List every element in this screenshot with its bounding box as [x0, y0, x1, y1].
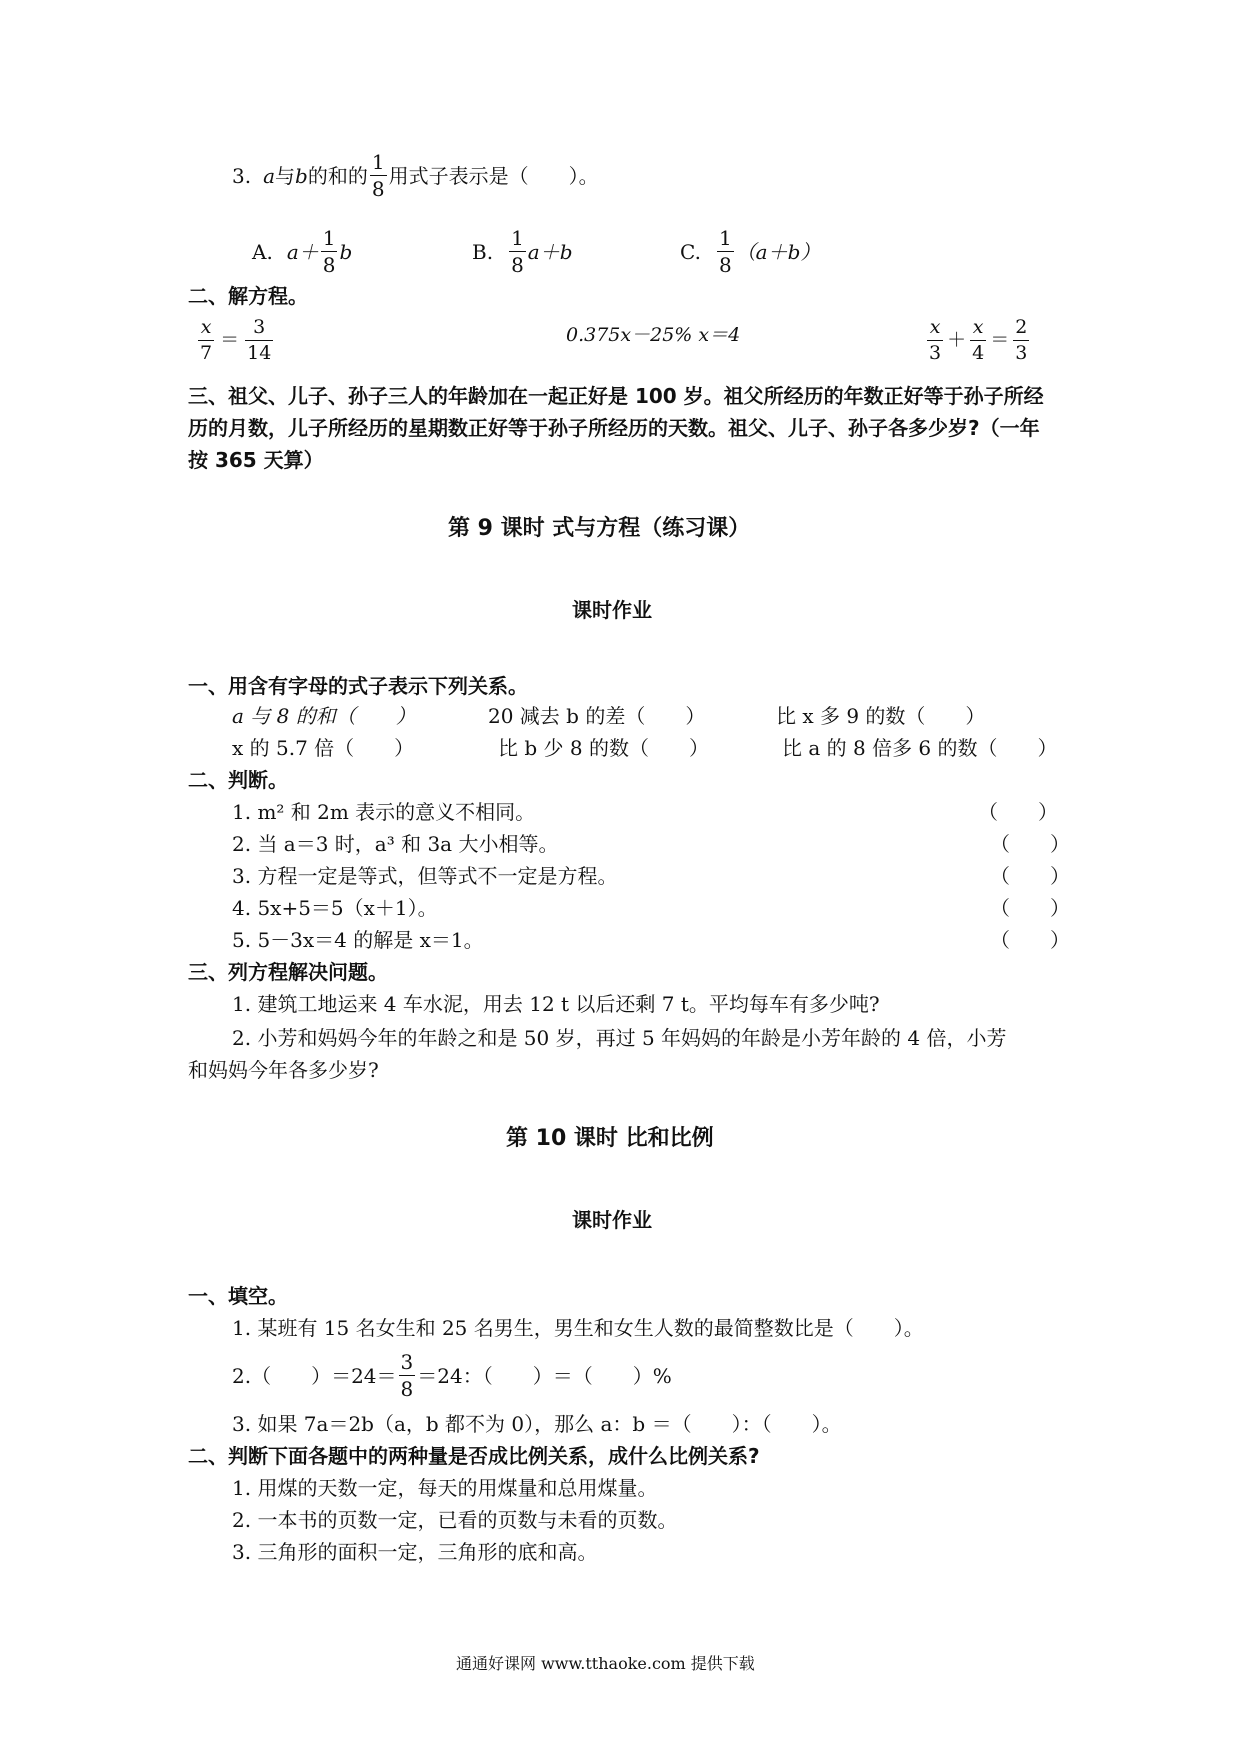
- lesson-9-subtitle: 课时作业: [572, 598, 652, 622]
- equation-2: 0.375x－25% x＝4: [566, 324, 741, 346]
- judge-item: 4. 5x+5＝5（x＋1）。: [232, 896, 438, 920]
- denominator: 8: [371, 177, 385, 201]
- denominator: 14: [247, 342, 272, 364]
- fraction: [717, 228, 734, 275]
- denominator: 4: [972, 342, 985, 364]
- fraction: [970, 318, 986, 363]
- option-text: a＋: [286, 239, 319, 264]
- problem-1: 1. 建筑工地运来 4 车水泥，用去 12 t 以后还剩 7 t。平均每车有多少吨?: [232, 992, 880, 1016]
- lesson-10-subtitle: 课时作业: [572, 1208, 652, 1232]
- var-a: a: [263, 163, 276, 188]
- proportion-item: 3. 三角形的面积一定，三角形的底和高。: [232, 1540, 598, 1564]
- section-heading: 一、用含有字母的式子表示下列关系。: [188, 674, 528, 698]
- proportion-item: 1. 用煤的天数一定，每天的用煤量和总用煤量。: [232, 1476, 658, 1500]
- equation-3: [925, 318, 1031, 363]
- footer: 通通好课网 www.tthaoke.com 提供下载: [456, 1654, 755, 1673]
- numerator: 3: [253, 316, 266, 338]
- fraction: [927, 318, 943, 363]
- option-label: B.: [472, 239, 494, 264]
- judge-item: 3. 方程一定是等式，但等式不一定是方程。: [232, 864, 618, 888]
- option-label: C.: [680, 239, 701, 264]
- fill-item-2: [232, 1352, 672, 1399]
- denominator: 3: [1015, 342, 1028, 364]
- fraction: [245, 318, 273, 363]
- equation-1: [196, 318, 275, 363]
- fraction: [321, 228, 338, 275]
- question-3: [232, 152, 599, 199]
- judge-paren: （ ）: [990, 832, 1070, 856]
- denominator: 7: [200, 342, 213, 364]
- numerator: x: [200, 316, 212, 338]
- option-text: a＋b: [527, 239, 573, 264]
- numerator: x: [972, 316, 984, 338]
- equals-sign: ＝: [220, 329, 240, 351]
- q3-text: 用式子表示是（ ）。: [388, 163, 599, 188]
- numerator: 1: [371, 150, 385, 174]
- section-heading: 二、判断下面各题中的两种量是否成比例关系，成什么比例关系?: [188, 1444, 760, 1468]
- fraction: [198, 318, 214, 363]
- judge-paren: （ ）: [990, 864, 1070, 888]
- judge-paren: （ ）: [990, 928, 1070, 952]
- expr-item: 比 b 少 8 的数（ ）: [498, 736, 709, 760]
- numerator: 1: [322, 226, 336, 250]
- fraction: [399, 1352, 416, 1399]
- fill-text: ＝24：（ ）＝（ ）%: [417, 1363, 672, 1388]
- denominator: 8: [718, 253, 732, 277]
- option-a: [252, 228, 352, 275]
- expr-item: 20 减去 b 的差（ ）: [488, 704, 706, 728]
- option-b: [472, 228, 573, 275]
- problem-2: 2. 小芳和妈妈今年的年龄之和是 50 岁，再过 5 年妈妈的年龄是小芳年龄的 4 倍，小芳: [232, 1026, 1007, 1050]
- expr-item: x 的 5.7 倍（ ）: [232, 736, 415, 760]
- plus-sign: ＋: [947, 329, 967, 351]
- q3-text: 与: [275, 163, 296, 188]
- option-text: b: [339, 239, 353, 264]
- option-text: （a＋b）: [735, 239, 821, 264]
- judge-paren: （ ）: [978, 800, 1058, 824]
- fraction: [509, 228, 526, 275]
- var-b: b: [295, 163, 308, 188]
- fraction: [370, 152, 387, 199]
- section-heading: 三、列方程解决问题。: [188, 960, 388, 984]
- numerator: 2: [1015, 316, 1028, 338]
- fraction: [1013, 318, 1029, 363]
- word-problem: 三、祖父、儿子、孙子三人的年龄加在一起正好是 100 岁。祖父所经历的年数正好等于孙子所经历的月数，儿子所经历的星期数正好等于孙子所经历的天数。祖父、儿子、孙子各多少岁?（一年按 365 天算）: [188, 384, 1044, 472]
- fill-item-3: 3. 如果 7a＝2b（a，b 都不为 0），那么 a：b ＝（ ）：（ ）。: [232, 1412, 842, 1436]
- section-heading: 二、解方程。: [188, 284, 308, 308]
- denominator: 8: [400, 1377, 414, 1401]
- proportion-item: 2. 一本书的页数一定，已看的页数与未看的页数。: [232, 1508, 678, 1532]
- section-heading: 二、判断。: [188, 768, 288, 792]
- judge-item: 2. 当 a＝3 时，a³ 和 3a 大小相等。: [232, 832, 559, 856]
- judge-item: 5. 5－3x＝4 的解是 x＝1。: [232, 928, 484, 952]
- fill-item-1: 1. 某班有 15 名女生和 25 名男生，男生和女生人数的最简整数比是（ ）。: [232, 1316, 924, 1340]
- numerator: x: [929, 316, 941, 338]
- denominator: 3: [929, 342, 942, 364]
- numerator: 1: [718, 226, 732, 250]
- equals-sign: ＝: [990, 329, 1010, 351]
- judge-paren: （ ）: [990, 896, 1070, 920]
- problem-2-cont: 和妈妈今年各多少岁?: [188, 1058, 379, 1082]
- section-heading: 一、填空。: [188, 1284, 288, 1308]
- option-c: [680, 228, 820, 275]
- q3-text: 的和的: [307, 163, 368, 188]
- numerator: 3: [400, 1350, 414, 1374]
- denominator: 8: [322, 253, 336, 277]
- numerator: 1: [511, 226, 524, 250]
- denominator: 8: [511, 253, 524, 277]
- q3-number: 3.: [232, 163, 252, 188]
- fill-text: 2.（ ）＝24＝: [232, 1363, 397, 1388]
- judge-item: 1. m² 和 2m 表示的意义不相同。: [232, 800, 536, 824]
- lesson-10-title: 第 10 课时 比和比例: [506, 1126, 714, 1151]
- expr-item: a 与 8 的和（ ）: [232, 704, 416, 728]
- expr-item: 比 a 的 8 倍多 6 的数（ ）: [782, 736, 1058, 760]
- lesson-9-title: 第 9 课时 式与方程（练习课）: [448, 516, 751, 541]
- expr-item: 比 x 多 9 的数（ ）: [776, 704, 986, 728]
- option-label: A.: [252, 239, 273, 264]
